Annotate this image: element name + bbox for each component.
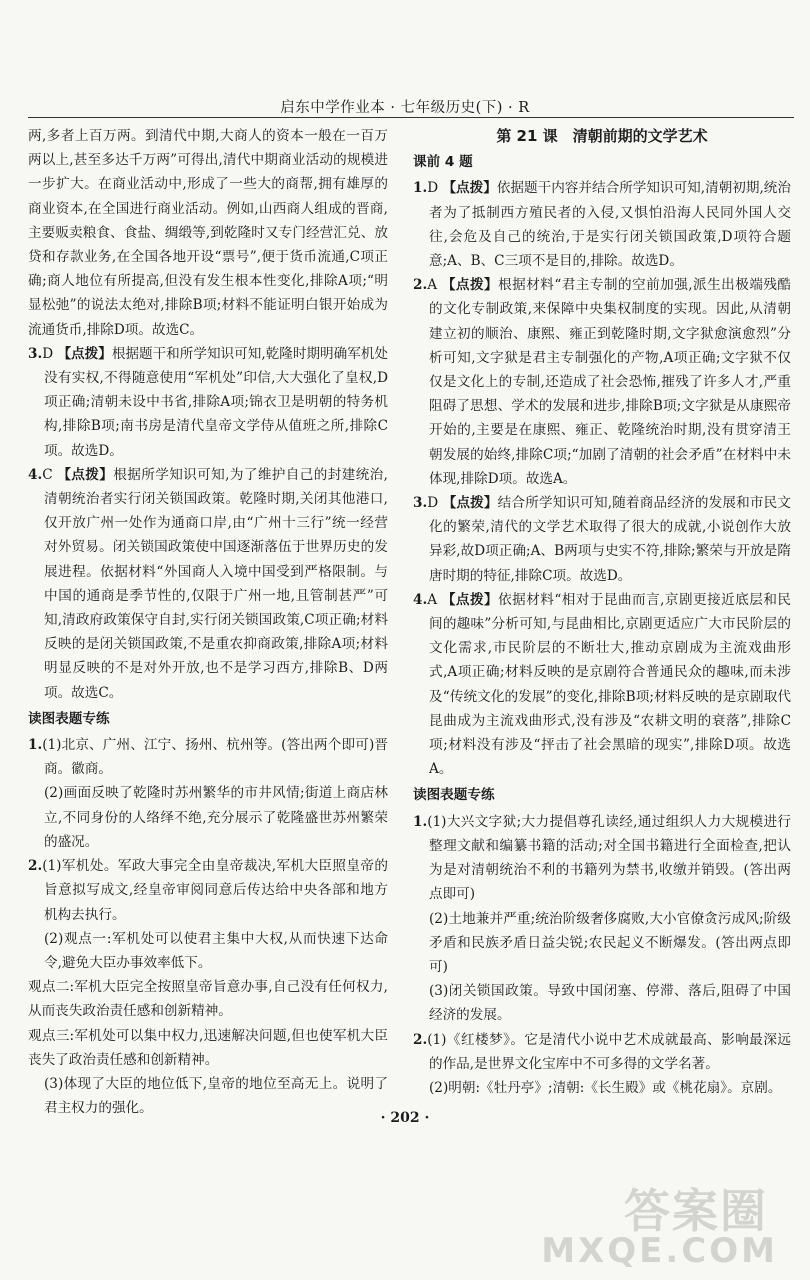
- watermark-text: 答案圈: [624, 1184, 768, 1238]
- read-chart-item-2-part: 观点二:军机大臣完全按照皇帝旨意办事,自己没有任何权力,从而丧失政治责任感和创新精神。: [28, 979, 388, 1020]
- read-chart-item-2-part: 观点三:军机处可以集中权力,迅速解决问题,但也使军机大臣丧失了政治责任感和创新精神。: [28, 1027, 388, 1068]
- right-column: [413, 124, 791, 1100]
- read-chart-item-2-part: (3)体现了大臣的地位低下,皇帝的地位至高无上。说明了君主权力的强化。: [44, 1075, 388, 1117]
- section-heading-pre-class: 课前 4 题: [413, 154, 473, 171]
- read-chart-item-1: 1.(1)大兴文字狱;大力提倡尊孔读经,通过组织人力大规模进行整理文献和编纂书籍的活动;对全国书籍进行全面检查,把认为是对清朝统治不利的书籍列为禁书,收缴并销毁。(答出两点即可): [413, 813, 791, 903]
- lesson-title: 第 21 课 清朝前期的文学艺术: [496, 127, 708, 145]
- answer-item-1: 1.D 【点拨】依据题干内容并结合所学知识可知,清朝初期,统治者为了抵制西方殖民者的入侵,又惧怕沿海人民同外国人交往,会危及自己的统治,于是实行闭关锁国政策,D项符合题意;A、B、C三项不是目的,排除。故选D。: [413, 180, 792, 270]
- read-chart-item-1-part: (2)画面反映了乾隆时苏州繁华的市井风情;街道上商店林立,不同身份的人络绎不绝,充分展示了乾隆盛世苏州繁荣的盛况。: [44, 785, 388, 850]
- section-heading-read-chart: 读图表题专练: [413, 787, 495, 804]
- read-chart-item-1-part: (3)闭关锁国政策。导致中国闭塞、停滞、落后,阻碍了中国经济的发展。: [429, 983, 791, 1024]
- running-header: 启东中学作业本 · 七年级历史(下) · R: [280, 100, 530, 116]
- read-chart-item-2-part: (2)明朝:《牡丹亭》;清朝:《长生殿》或《桃花扇》。京剧。: [429, 1079, 782, 1096]
- read-chart-item-2: 2.(1)《红楼梦》。它是清代小说中艺术成就最高、影响最深远的作品,是世界文化宝库中不可多得的文学名著。: [413, 1031, 791, 1072]
- read-chart-item-2-part: (2)观点一:军机处可以使君主集中大权,从而快速下达命令,避免大臣办事效率低下。: [44, 930, 388, 971]
- read-chart-item-1-part: (2)土地兼并严重;统治阶级奢侈腐败,大小官僚贪污成风;阶级矛盾和民族矛盾日益尖锐;农民起义不断爆发。(答出两点即可): [429, 910, 791, 975]
- answer-item-4: 4.C 【点拨】根据所学知识可知,为了维护自己的封建统治,清朝统治者实行闭关锁国政策。乾隆时期,关闭其他港口,仅开放广州一处作为通商口岸,由“广州十三行”统一经营对外贸易。闭关锁国政策使中国逐渐落伍于世界历史的发展进程。依据材料“外国商人入境中国受到严格限制。与中国的通商是季节性的,仅限于广州一地,且管制甚严”可知,清政府政策保守自封,实行闭关锁国政策,C项正确;材料反映的是闭关锁国政策,不是重农抑商政策,排除A项;材料明显反映的不是对外开放,也不是学习西方,排除B、D两项。故选C。: [28, 466, 388, 701]
- section-heading-read-chart: 读图表题专练: [28, 710, 110, 727]
- left-column: [28, 124, 388, 1120]
- read-chart-item-1: 1.(1)北京、广州、江宁、扬州、杭州等。(答出两个即可)晋商。徽商。: [28, 737, 388, 778]
- header-divider: [28, 117, 794, 118]
- answer-item-2: 2.A 【点拨】根据材料“君主专制的空前加强,派生出极端残酷的文化专制政策,来保障中央集权制度的实现。因此,从清朝建立初的顺治、康熙、雍正到乾隆时期,文字狱愈演愈烈”分析可知,文字狱是君主专制强化的产物,A项正确;文字狱不仅仅是文化上的专制,还造成了社会恐怖,摧残了许多人才,严重阻碍了思想、学术的发展和进步,排除B项;文字狱是从康熙帝开始的,主要是在康熙、雍正、乾隆统治时期,没有贯穿清王朝发展的始终,排除C项;“加剧了清朝的社会矛盾”在材料中未体现,排除D项。故选A。: [413, 277, 792, 487]
- read-chart-item-2: 2.(1)军机处。军政大事完全由皇帝裁决,军机大臣照皇帝的旨意拟写成文,经皇帝审阅同意后传达给中央各部和地方机构去执行。: [28, 858, 388, 923]
- watermark-url: MXQE.COM: [541, 1231, 778, 1271]
- page-number: · 202 ·: [380, 1110, 430, 1126]
- watermark-logo: [541, 1169, 796, 1274]
- answer-item-4: 4.A 【点拨】依据材料“相对于昆曲而言,京剧更接近底层和民间的趣味”分析可知,与昆曲相比,京剧更适应广大市民阶层的文化需求,市民阶层的不断壮大,推动京剧成为主流戏曲形式,A项正确;材料反映的是京剧符合普通民众的趣味,而未涉及“传统文化的发展”的变化,排除B项;材料反映的是京剧取代昆曲成为主流戏曲形式,没有涉及“农耕文明的衰落”,排除C项;材料没有涉及“抨击了社会黑暗的现实”,排除D项。故选A。: [413, 591, 792, 778]
- answer-item-3: 3.D 【点拨】根据题干和所学知识可知,乾隆时期明确军机处没有实权,不得随意使用“军机处”印信,大大强化了皇权,D项正确;清朝未设中书省,排除A项;锦衣卫是明朝的特务机构,排除B项;南书房是清代皇帝文学侍从值班之所,排除C项。故选D。: [28, 345, 389, 459]
- answer-item-3: 3.D 【点拨】结合所学知识可知,随着商品经济的发展和市民文化的繁荣,清代的文学艺术取得了很大的成就,小说创作大放异彩,故D项正确;A、B两项与史实不符,排除;繁荣与开放是隋唐时期的特征,排除C项。故选D。: [413, 495, 792, 584]
- continued-answer-text: 两,多者上百万两。到清代中期,大商人的资本一般在一百万两以上,甚至多达千万两”可得出,清代中期商业活动的规模进一步扩大。在商业活动中,形成了一些大的商帮,拥有雄厚的商业资本,在全国进行商业活动。例如,山西商人组成的晋商,主要贩卖粮食、食盐、绸缎等,到乾隆时又专门经营汇兑、放贷和存款业务,在全国各地开设“票号”,便于货币流通,C项正确;商人地位有所提高,但没有发生根本性变化,排除A项;“明显松弛”的说法太绝对,排除B项;材料不能证明白银开始成为流通货币,排除D项。故选C。: [28, 128, 388, 338]
